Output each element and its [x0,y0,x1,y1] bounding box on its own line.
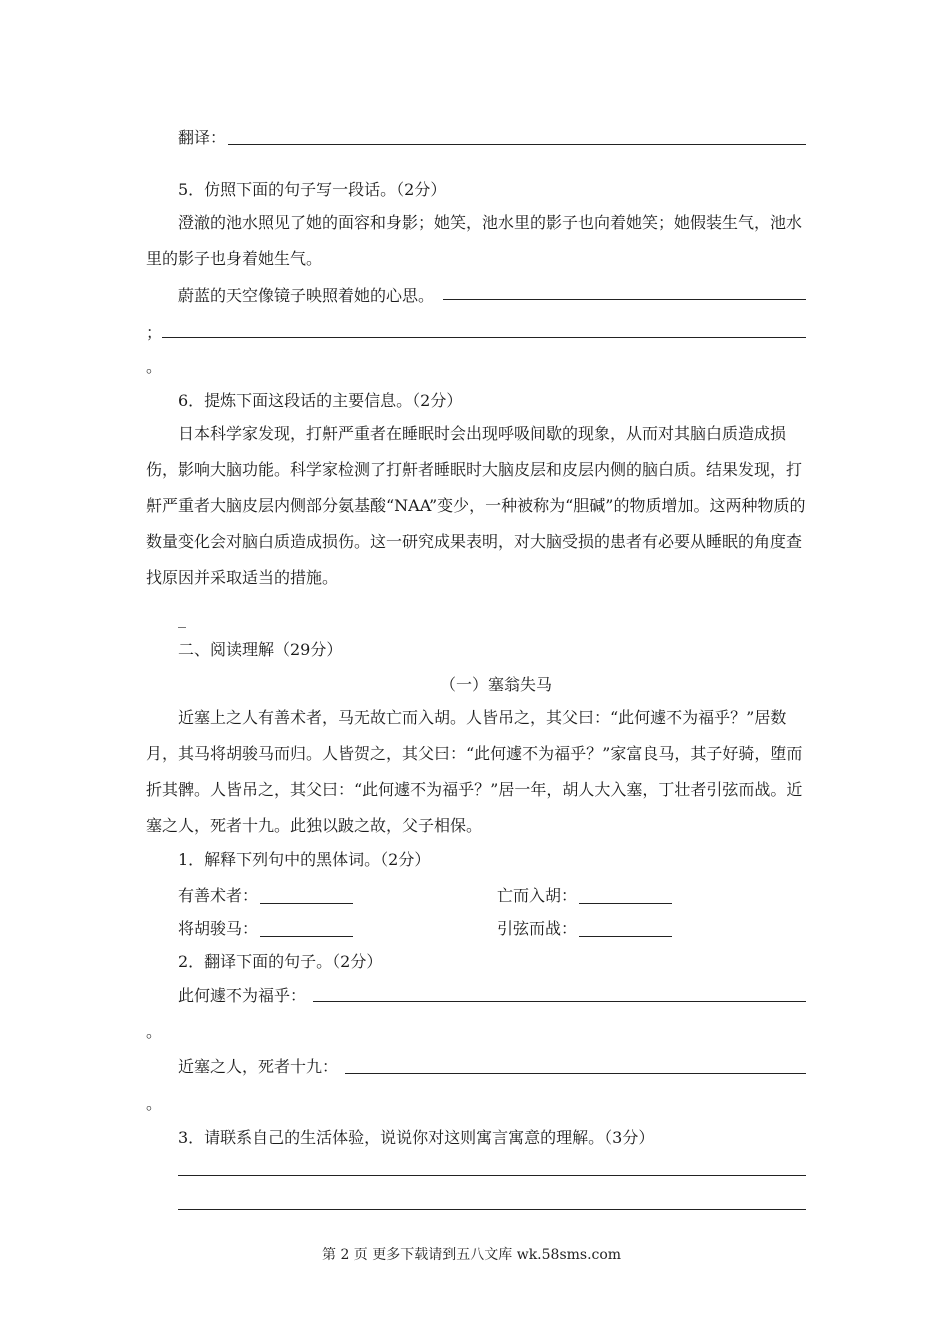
s2-q3-prompt: 3．请联系自己的生活体验，说说你对这则寓言寓意的理解。（3分） [178,1128,655,1147]
s2-q2-period-2: 。 [146,1094,163,1113]
translation-label: 翻译： [178,128,227,147]
passage-title: （一）塞翁失马 [440,675,553,694]
translation-answer-line[interactable] [228,144,806,145]
s2-q1-blank-4[interactable] [579,936,672,937]
s2-q2-period-1: 。 [146,1022,163,1041]
s2-q3-answer-line-2[interactable] [178,1209,806,1210]
s2-q2-sentence-2: 近塞之人，死者十九： [178,1057,339,1076]
q5-answer-line-1[interactable] [443,299,806,300]
s2-q2-sentence-1: 此何遽不为福乎： [178,986,307,1005]
s2-q1-blank-3[interactable] [260,936,353,937]
q5-prompt: 5．仿照下面的句子写一段话。（2分） [178,180,447,199]
s2-q3-answer-line-1[interactable] [178,1175,806,1176]
s2-q1-item-3: 将胡骏马： [178,919,259,938]
s2-q2-answer-line-1[interactable] [313,1001,806,1002]
s2-q1-item-4: 引弦而战： [497,919,578,938]
passage-text: 近塞上之人有善术者，马无故亡而入胡。人皆吊之，其父曰：“此何遽不为福乎？”居数月，其马将胡骏马而归。人皆贺之，其父曰：“此何遽不为福乎？”家富良马，其子好骑，堕而折其髀。人皆吊之，其父曰：“此何遽不为福乎？”居一年，胡人大入塞，丁壮者引弦而战。近塞之人，死者十九。此独以跛之故，父子相保。 [146,708,803,835]
q5-period: 。 [146,357,163,376]
s2-q1-prompt: 1．解释下列句中的黑体词。（2分） [178,850,431,869]
s2-q1-blank-2[interactable] [579,903,672,904]
s2-q2-prompt: 2．翻译下面的句子。（2分） [178,952,383,971]
q5-semicolon: ； [146,323,163,342]
section2-heading: 二、阅读理解（29分） [178,640,343,659]
q6-answer-mark[interactable]: _ [178,609,186,628]
q5-example: 澄澈的池水照见了她的面容和身影；她笑，池水里的影子也向着她笑；她假装生气，池水里的影子也身着她生气。 [146,213,803,268]
q6-prompt: 6．提炼下面这段话的主要信息。（2分） [178,391,463,410]
s2-q1-item-2: 亡而入胡： [497,886,578,905]
s2-q1-item-1: 有善术者： [178,886,259,905]
s2-q1-blank-1[interactable] [260,903,353,904]
page-footer: 第 2 页 更多下载请到五八文库 wk.58sms.com [322,1247,622,1263]
q5-start: 蔚蓝的天空像镜子映照着她的心思。 [178,286,435,305]
s2-q2-answer-line-2[interactable] [345,1073,806,1074]
q6-passage: 日本科学家发现，打鼾严重者在睡眠时会出现呼吸间歇的现象，从而对其脑白质造成损伤，影响大脑功能。科学家检测了打鼾者睡眠时大脑皮层和皮层内侧的脑白质。结果发现，打鼾严重者大脑皮层内侧部分氨基酸“NAA”变少，一种被称为“胆碱”的物质增加。这两种物质的数量变化会对脑白质造成损伤。这一研究成果表明，对大脑受损的患者有必要从睡眠的角度查找原因并采取适当的措施。 [146,424,806,587]
q5-answer-line-2[interactable] [162,337,806,338]
